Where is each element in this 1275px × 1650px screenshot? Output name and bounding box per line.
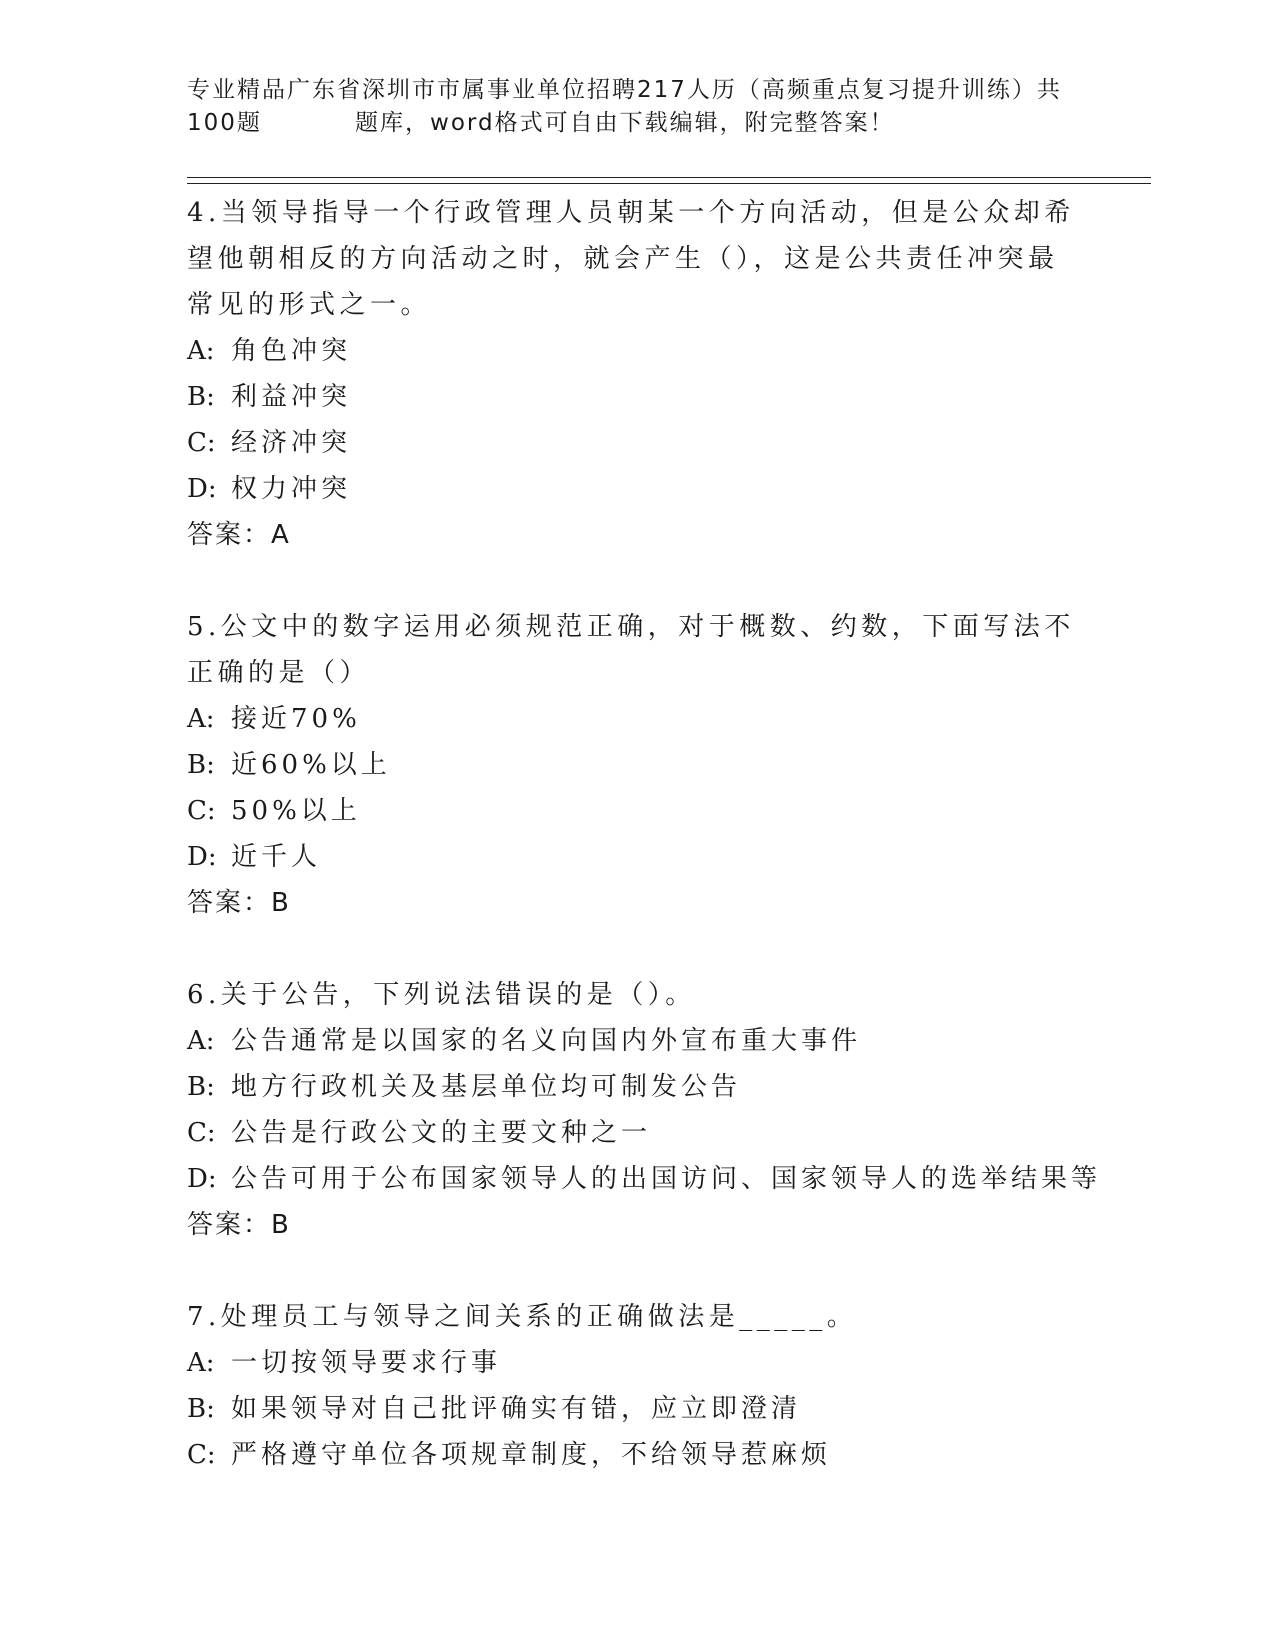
option-a bbox=[187, 1018, 1087, 1064]
answer-line bbox=[187, 880, 1087, 926]
question-text: 5.公文中的数字运用必须规范正确，对于概数、约数，下面写法不正确的是（） bbox=[187, 612, 1075, 688]
option-c bbox=[187, 788, 1087, 834]
option-key: A: bbox=[187, 704, 215, 734]
option-text: 地方行政机关及基层单位均可制发公告 bbox=[231, 1072, 742, 1102]
answer-value: B bbox=[271, 1210, 291, 1240]
option-text: 如果领导对自己批评确实有错，应立即澄清 bbox=[231, 1394, 802, 1424]
answer-value: A bbox=[271, 520, 291, 550]
option-b bbox=[187, 1386, 1087, 1432]
question-text: 7.处理员工与领导之间关系的正确做法是_____。 bbox=[187, 1302, 858, 1332]
answer-label: 答案： bbox=[187, 520, 272, 550]
answer-value: B bbox=[271, 888, 291, 918]
option-c bbox=[187, 1110, 1087, 1156]
option-a bbox=[187, 1340, 1087, 1386]
option-key: A: bbox=[187, 1348, 215, 1378]
question-6 bbox=[187, 972, 1102, 1248]
document-header bbox=[187, 74, 1067, 140]
header-subtitle: 题库，word格式可自由下载编辑，附完整答案！ bbox=[355, 110, 895, 136]
question-4 bbox=[187, 190, 1087, 558]
option-a bbox=[187, 696, 1087, 742]
option-text: 严格遵守单位各项规章制度，不给领导惹麻烦 bbox=[231, 1440, 832, 1470]
question-text: 6.关于公告，下列说法错误的是（）。 bbox=[187, 980, 696, 1010]
option-text: 近60%以上 bbox=[231, 750, 391, 780]
option-b bbox=[187, 1064, 1087, 1110]
answer-line bbox=[187, 1202, 1087, 1248]
option-d bbox=[187, 834, 1087, 880]
option-text: 近千人 bbox=[231, 842, 322, 872]
option-a bbox=[187, 328, 1087, 374]
header-count: 100题 bbox=[187, 110, 262, 136]
question-7 bbox=[187, 1294, 1087, 1478]
option-key: A: bbox=[187, 336, 215, 366]
option-key: C: bbox=[187, 1440, 216, 1470]
option-key: D: bbox=[187, 474, 217, 504]
option-b bbox=[187, 742, 1087, 788]
option-key: C: bbox=[187, 1118, 216, 1148]
option-key: B: bbox=[187, 382, 215, 412]
header-line-1: 专业精品广东省深圳市市属事业单位招聘217人历（高频重点复习提升训练）共 bbox=[187, 77, 1062, 103]
option-key: B: bbox=[187, 750, 215, 780]
option-text: 公告可用于公布国家领导人的出国访问、国家领导人的选举结果等 bbox=[231, 1164, 1102, 1194]
question-5 bbox=[187, 604, 1087, 926]
option-d bbox=[187, 1156, 1102, 1202]
option-text: 权力冲突 bbox=[231, 474, 352, 504]
option-d bbox=[187, 466, 1087, 512]
answer-label: 答案： bbox=[187, 888, 272, 918]
option-text: 50%以上 bbox=[231, 796, 361, 826]
option-text: 公告通常是以国家的名义向国内外宣布重大事件 bbox=[231, 1026, 862, 1056]
option-key: D: bbox=[187, 1164, 217, 1194]
header-divider-top bbox=[187, 177, 1151, 178]
option-key: A: bbox=[187, 1026, 215, 1056]
question-list bbox=[187, 190, 1102, 1524]
option-c bbox=[187, 1432, 1087, 1478]
option-text: 角色冲突 bbox=[231, 336, 352, 366]
option-text: 公告是行政公文的主要文种之一 bbox=[231, 1118, 652, 1148]
option-key: D: bbox=[187, 842, 217, 872]
option-text: 利益冲突 bbox=[231, 382, 352, 412]
question-text: 4.当领导指导一个行政管理人员朝某一个方向活动，但是公众却希望他朝相反的方向活动之时，就会产生（），这是公共责任冲突最常见的形式之一。 bbox=[187, 198, 1075, 320]
option-key: B: bbox=[187, 1072, 215, 1102]
option-key: B: bbox=[187, 1394, 215, 1424]
option-key: C: bbox=[187, 428, 216, 458]
header-line-2 bbox=[187, 107, 1067, 140]
option-key: C: bbox=[187, 796, 216, 826]
answer-label: 答案： bbox=[187, 1210, 272, 1240]
option-text: 经济冲突 bbox=[231, 428, 352, 458]
option-text: 一切按领导要求行事 bbox=[231, 1348, 502, 1378]
option-b bbox=[187, 374, 1087, 420]
option-c bbox=[187, 420, 1087, 466]
answer-line bbox=[187, 512, 1087, 558]
option-text: 接近70% bbox=[231, 704, 361, 734]
header-divider-bottom bbox=[187, 183, 1151, 184]
